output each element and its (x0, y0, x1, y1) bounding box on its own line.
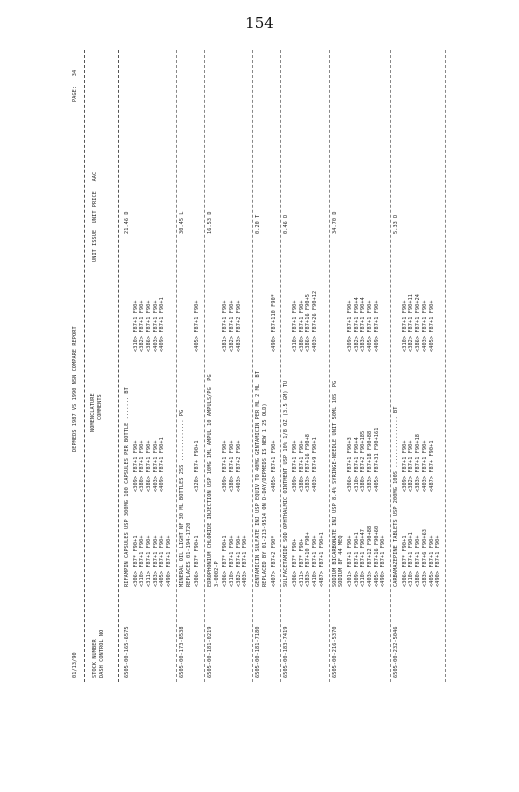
code-entry: <410> F87+1 F90+ (312, 535, 319, 587)
header-rule-bottom (118, 50, 119, 682)
code-entry: <382> F87+1 F90+11 (408, 293, 415, 352)
code-entry: <403> F87+1 F90+ (421, 300, 428, 352)
code-entry: <405> F87+16 F90+60 (373, 525, 380, 587)
page-number: 154 (245, 14, 274, 32)
code-entry: <490> F87+110 F90* (270, 293, 277, 352)
code-column (402, 529, 442, 587)
code-entry: <380> F87+1 F90+ (298, 300, 305, 352)
code-column (222, 535, 249, 587)
report-item (332, 50, 391, 682)
item-separator (176, 50, 177, 682)
report-item (283, 50, 328, 682)
code-entry: <383> F87+10 F90+ (305, 532, 312, 587)
code-entry: <487> F87+ F90+1 (428, 440, 435, 492)
code-entry: <490> F87+1 F90+ (166, 535, 173, 587)
code-entry: <405> F87+1 F90+ (194, 300, 201, 352)
item-separator (329, 50, 330, 682)
code-entry: <309> F87+1 F90+ (132, 440, 139, 492)
code-entry: <306> F87* F90+1 (194, 535, 201, 587)
code-column (347, 526, 387, 587)
code-entry: <383> F87+16 F90+8 (305, 433, 312, 492)
code-entry: <405> F87+1 F90+ (428, 535, 435, 587)
code-entry (435, 294, 442, 352)
code-column (222, 440, 249, 492)
code-entry: <483> F87+2 F90+ (235, 300, 242, 352)
item-comment: 3-0002-P (213, 561, 220, 587)
code-entry: <405> F87+1 F90+ (270, 440, 277, 492)
code-entry (319, 434, 326, 492)
report-date: 01/13/90 (72, 652, 78, 678)
code-entry: <403> F87+1 F90+ (421, 440, 428, 492)
code-entry (435, 434, 442, 492)
code-entry (166, 297, 173, 352)
nomenclature: MINERAL OIL LIGHT NF 30 ML BOTTLES 25S ............. PG (178, 409, 185, 587)
code-entry: <409> F87+1 F90+1 (159, 437, 166, 492)
code-entry: <306> F87* F90+1 (132, 535, 139, 587)
code-entry: <382> F87+1 F90+ (235, 535, 242, 587)
code-entry: <380> F87+1 F90+ (415, 535, 422, 587)
code-entry: <386> F87+1 F90+ (146, 300, 153, 352)
item-separator (445, 50, 446, 682)
code-entry: <383> F87+1 F90+18 (415, 433, 422, 492)
code-entry: <403> F87+2 F90+ (235, 440, 242, 492)
stock-number: 6505-00-181-0219 (207, 626, 213, 678)
unit-price: 30.45 L (178, 211, 185, 234)
code-entry: <309> F87+1 F90+ (401, 440, 408, 492)
item-separator (390, 50, 391, 682)
stock-number: 6505-00-173-8538 (178, 626, 185, 678)
code-entry: <380> F87+2 F90+185 (360, 430, 367, 492)
code-entry: <405> F87+1 F90+ (159, 535, 166, 587)
code-entry: <306> F87* F90+1 (401, 535, 408, 587)
nomenclature: SODIUM BICARBONATE INJ USP 8.4% SYRINGE-NEEDLE UNIT 50ML 10S PG (331, 380, 338, 587)
code-column (402, 434, 442, 492)
code-column (271, 294, 278, 352)
code-entry: <310> F87+1 F90+ (291, 300, 298, 352)
code-entry: <310> F87+1 F90+ (132, 300, 139, 352)
code-entry: <320> F87+ F90+1 (194, 440, 201, 492)
code-entry (242, 440, 249, 492)
code-column (133, 535, 173, 587)
report-header (70, 50, 84, 682)
code-entry: <386> F87+1 F90+24 (415, 293, 422, 352)
item-separator (204, 50, 205, 682)
nomenclature: SULFACETAMIDE SOD OPHTHALMIC OINTMENT USP 10% 1/8 OZ (3.5 GM) TU (283, 380, 290, 587)
code-entry: <380> F87+1 F90+ (298, 440, 305, 492)
code-entry: <311> F87+1 F90+ (146, 535, 153, 587)
code-entry: <310> F87+1 F90+4 (353, 437, 360, 492)
unit-price: 0.46 D (283, 214, 290, 234)
code-entry: <405> F87+31 F90+161 (373, 427, 380, 492)
unit-price: 21.46 D (124, 211, 130, 234)
column-headers (86, 50, 116, 682)
code-column (402, 294, 442, 352)
code-entry: <310> F87+1 F90+1 (408, 532, 415, 587)
code-column (194, 300, 201, 352)
report-body (122, 50, 448, 682)
unit-price: 34.70 D (331, 211, 338, 234)
code-entry: <487> F87+1 F90+1 (318, 532, 325, 587)
code-entry: <381> F87+1 F90+ (222, 300, 229, 352)
code-entry: <310> F87+1 F90+47 (360, 528, 367, 587)
code-entry (380, 297, 387, 352)
code-entry: <309> F87+1 F90+1 (353, 532, 360, 587)
nomenclature: CARBAMAZEPINE TABLETS USP 200MG 100S ................ BT (393, 406, 400, 587)
code-entry: <383> F87+6 F90+63 (421, 528, 428, 587)
code-column (133, 297, 173, 352)
code-entry: <403> F87+12 F90+88 (366, 525, 373, 587)
code-entry: <309> F87+1 F90+ (291, 440, 298, 492)
code-entry: <405> F87+1 F90+ (428, 300, 435, 352)
nomenclature: GENTAMICIN SULFATE INJ USP EQUIV TO 40MG GENTAMICIN PER ML 2 ML BT (255, 371, 262, 587)
code-entry: <407> F87+2 F90* (270, 535, 277, 587)
item-comment: REPLACED BY 01-213-9514 ON D-DAY/DEPMEDS IS NEW 1 25 OLD) (261, 403, 268, 587)
col-nomenclature: NOMENCLATURE (90, 393, 96, 432)
code-entry: <382> F87+1 F90+ (229, 300, 236, 352)
header-rule-top (84, 50, 85, 682)
unit-price: 16.53 D (207, 211, 213, 234)
report-item (207, 50, 252, 682)
code-column (194, 440, 201, 492)
stock-number: 6505-00-165-6575 (124, 626, 130, 678)
stock-number: 6505-00-232-5046 (393, 626, 400, 678)
col-stock-number: STOCK NUMBER (92, 639, 98, 678)
code-entry: <382> F87+1 F90+ (139, 300, 146, 352)
code-entry: <306> F87+1 F90+3 (346, 437, 353, 492)
unit-price: 0.20 T (255, 214, 262, 234)
report-item (124, 50, 176, 682)
code-entry (166, 437, 173, 492)
code-entry: <403> F87+26 F90+12 (312, 290, 319, 352)
item-separator (252, 50, 253, 682)
code-entry: <405> F87+1 F90+ (366, 300, 373, 352)
code-entry: <311> F87* F90+ (298, 538, 305, 587)
code-entry: <403> F87+1 F90+ (152, 440, 159, 492)
code-entry: <490> F87+1 F90+ (435, 535, 442, 587)
code-entry: <380> F87+1 F90+ (229, 440, 236, 492)
code-entry: <382> F87+1 F90+4 (353, 297, 360, 352)
code-entry: <409> F87+1 F90+ (373, 300, 380, 352)
code-entry (242, 300, 249, 352)
code-column (194, 535, 201, 587)
code-column (292, 434, 325, 492)
code-entry: <403> F87+9 F90+1 (312, 437, 319, 492)
code-column (347, 428, 387, 492)
code-entry: <386> F87+1 F90+ (146, 440, 153, 492)
code-entry: <310> F87+1 F90+ (401, 300, 408, 352)
report-item (179, 50, 204, 682)
code-entry: <310> F87+1 F90+ (229, 535, 236, 587)
code-entry: <301> F87+1 F90+ (346, 535, 353, 587)
code-entry: <309> F87+1 F90+ (346, 300, 353, 352)
stock-number: 6505-00-183-7419 (283, 626, 290, 678)
code-entry: <490> F87+1 F90+ (380, 535, 387, 587)
item-comment: REPLACES 01-194-1720 (185, 522, 192, 587)
code-column (271, 535, 278, 587)
col-comments: COMMENTS (97, 394, 103, 420)
code-entry: <403> F87+1 F90+ (242, 535, 249, 587)
code-column (347, 297, 387, 352)
code-entry: <306> F87* F90+1 (222, 535, 229, 587)
report-title: DEPMEDS 1987 VS 1990 NSN COMPARE REPORT (72, 326, 78, 452)
code-entry: <403> F87+1 F90+ (152, 300, 159, 352)
col-dash-control: DASH CONTROL NO (99, 629, 105, 678)
code-entry: <383> F87+18 F90+88 (366, 430, 373, 492)
code-column (271, 440, 278, 492)
code-entry: <380> F87+1 F90+ (139, 440, 146, 492)
report-item (393, 50, 445, 682)
nomenclature: EDROPHONIUM CHLORIDE INJECTION USP 10MG 1ML AMPUL 10 AMPULS/PG PG (207, 374, 213, 587)
code-entry: <382> F87+1 F90+ (408, 440, 415, 492)
unit-price: 5.33 D (393, 214, 400, 234)
report-item (255, 50, 280, 682)
stock-number: 6505-00-181-7180 (255, 626, 262, 678)
stock-number: 6505-00-216-5370 (331, 626, 338, 678)
code-column (222, 300, 249, 352)
code-entry (380, 428, 387, 492)
code-column (133, 437, 173, 492)
code-entry: <310> F87+1 F90+ (139, 535, 146, 587)
report-page-label: PAGE: 34 (72, 69, 78, 102)
rotated-report (70, 50, 452, 682)
col-unit-issue: UNIT ISSUE UNIT PRICE AAC (92, 171, 98, 262)
code-entry: <383> F87+1 F90+ (152, 535, 159, 587)
code-entry: <409> F87+1 F90+1 (159, 297, 166, 352)
item-comment: SODIUM 8F 44 MEQ (338, 535, 345, 587)
code-entry (319, 291, 326, 352)
code-entry: <309> F87+1 F90+ (222, 440, 229, 492)
code-entry: <386> F87+16 F90+5 (305, 293, 312, 352)
code-column (292, 291, 325, 352)
code-entry: <306> F87* F90+ (291, 538, 298, 587)
item-separator (280, 50, 281, 682)
code-column (292, 532, 325, 587)
nomenclature: RIFAMPIN CAPSULES USP 300MG 100 CAPSULES PER BOTTLE ....... BT (124, 387, 130, 587)
code-entry: <383> F87+1 F90+4 (360, 297, 367, 352)
